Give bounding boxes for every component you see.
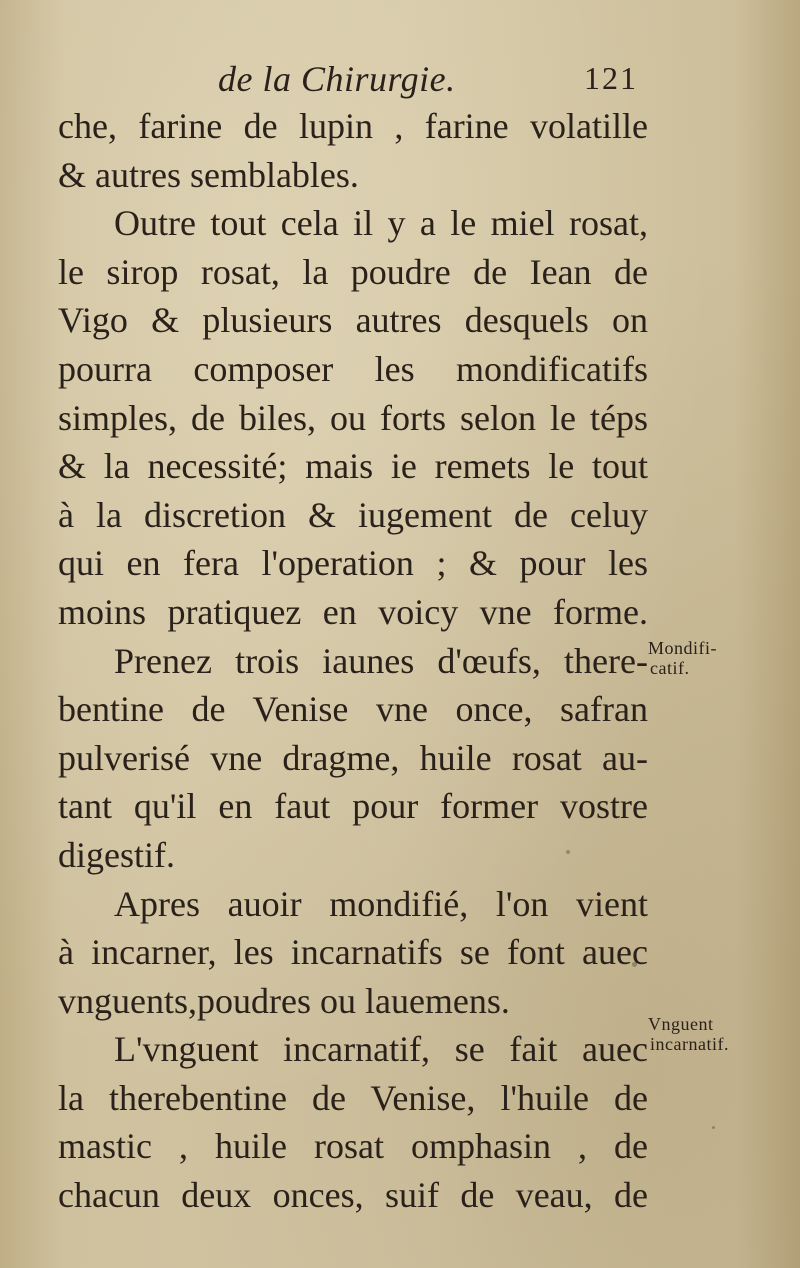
text-line: bentine de Venise vne once, safran xyxy=(58,689,648,730)
text-line: qui en fera l'operation ; & pour les xyxy=(58,543,648,584)
text-line: digestif. xyxy=(58,834,175,875)
margin-note-line: catif. xyxy=(650,658,690,678)
text-line: pulverisé vne dragme, huile rosat au- xyxy=(58,737,648,778)
text-line: Prenez trois iaunes d'œufs, there- xyxy=(114,640,648,681)
margin-note-line: Vnguent xyxy=(648,1014,714,1034)
text-line: la therebentine de Venise, l'huile de xyxy=(58,1077,648,1118)
text-line: chacun deux onces, suif de veau, de xyxy=(58,1175,648,1216)
margin-note-line: incarnatif. xyxy=(650,1034,729,1054)
margin-note-mondificatif xyxy=(648,638,717,678)
ink-speck xyxy=(566,850,570,854)
text-line: mastic , huile rosat omphasin , de xyxy=(58,1126,648,1167)
text-line: simples, de biles, ou forts selon le téps xyxy=(58,397,648,438)
text-line: Vigo & plusieurs autres desquels on xyxy=(58,300,648,341)
text-line: Apres auoir mondifié, l'on vient xyxy=(114,883,648,924)
page-header xyxy=(0,52,800,102)
text-line: L'vnguent incarnatif, se fait auec xyxy=(114,1029,648,1070)
ink-speck xyxy=(712,1126,715,1129)
margin-note-line: Mondifi- xyxy=(648,638,717,658)
text-line: Outre tout cela il y a le miel rosat, xyxy=(114,203,648,244)
page-number: 121 xyxy=(584,60,638,96)
body-text xyxy=(58,102,648,1220)
margin-note-vnguent xyxy=(648,1014,729,1054)
text-line: le sirop rosat, la poudre de Iean de xyxy=(58,251,648,292)
text-line: tant qu'il en faut pour former vostre xyxy=(58,786,648,827)
text-line: che, farine de lupin , farine volatille xyxy=(58,106,648,146)
text-line: à la discretion & iugement de celuy xyxy=(58,494,648,535)
text-line: & autres semblables. xyxy=(58,154,359,195)
text-line: à incarner, les incarnatifs se font auec xyxy=(58,932,648,973)
text-line: pourra composer les mondificatifs xyxy=(58,348,648,389)
running-title: de la Chirurgie. xyxy=(218,59,456,99)
text-line: moins pratiquez en voicy vne forme. xyxy=(58,591,648,632)
text-line: & la necessité; mais ie remets le tout xyxy=(58,446,648,487)
text-line: vnguents,poudres ou lauemens. xyxy=(58,980,510,1021)
ink-speck xyxy=(632,962,637,967)
